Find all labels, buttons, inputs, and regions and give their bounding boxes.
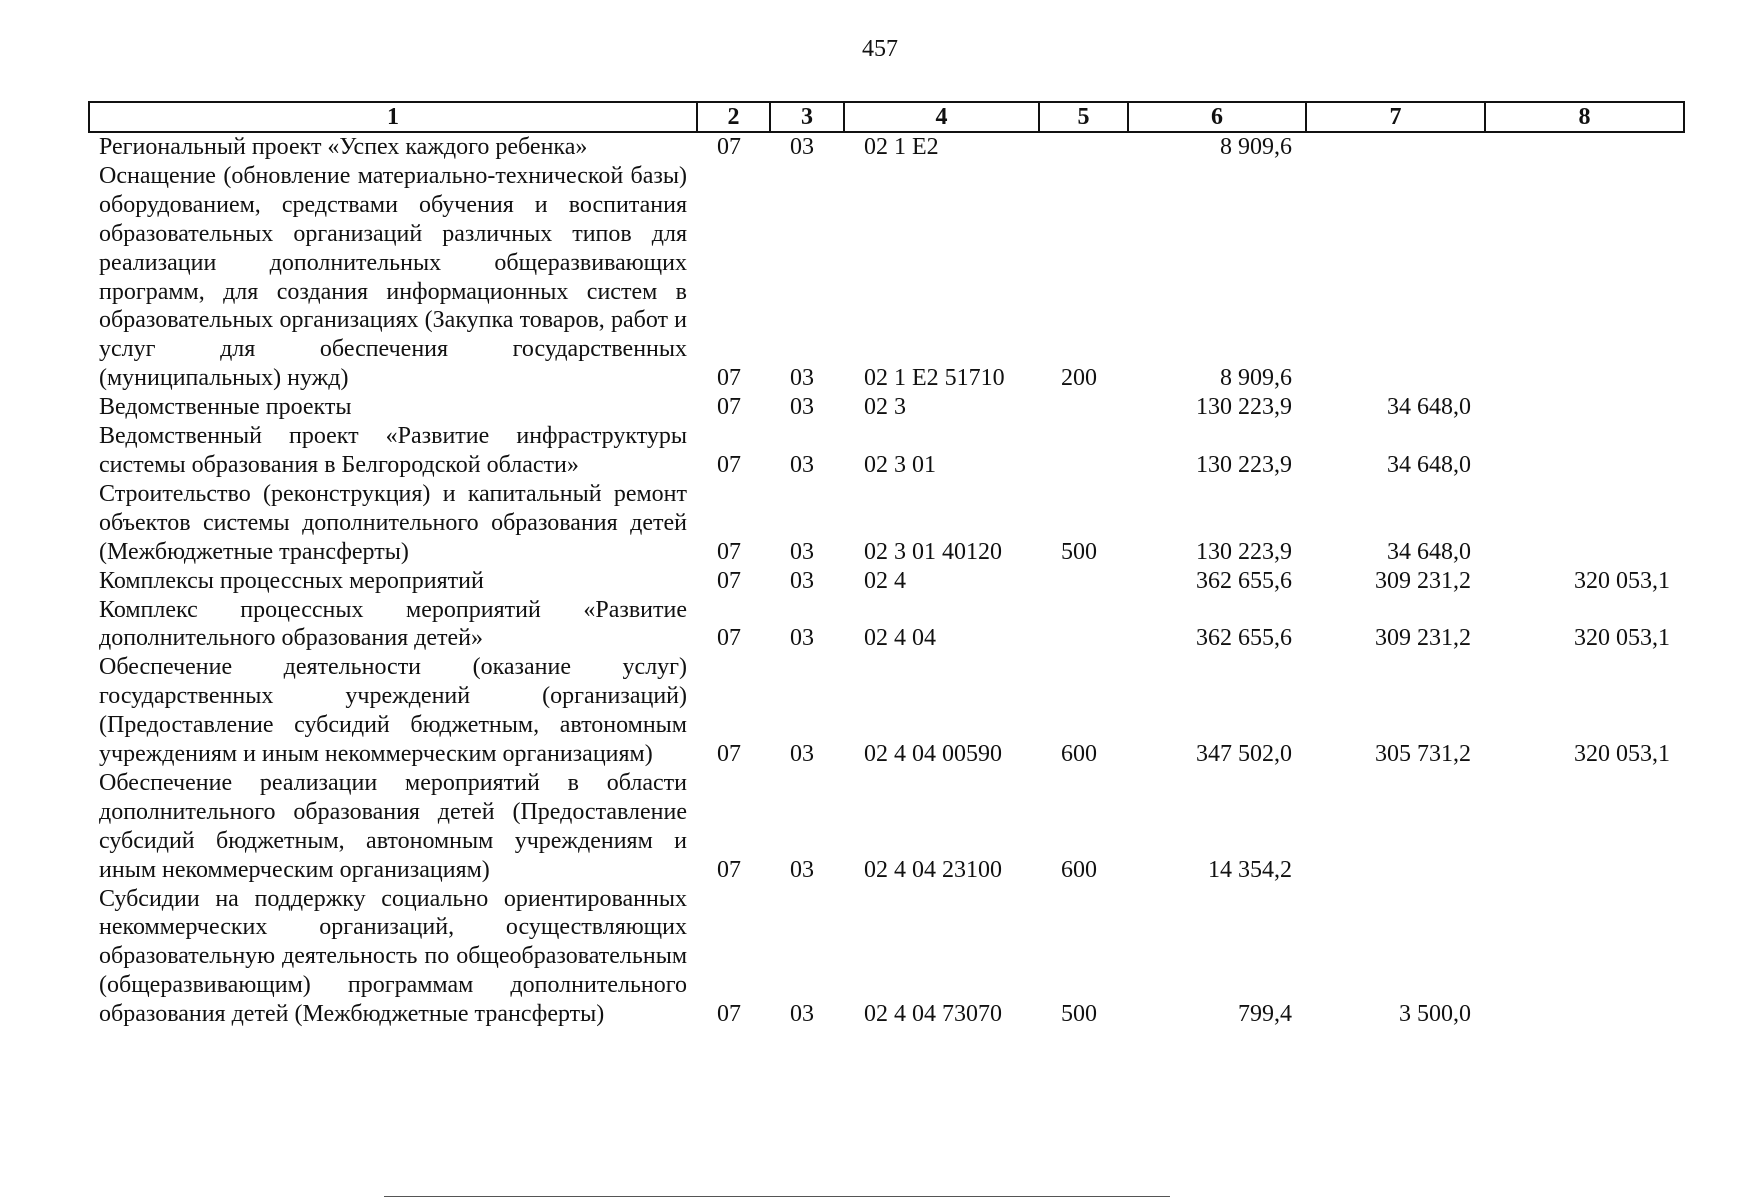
column-header-8: 8 — [1485, 102, 1684, 132]
table-body — [89, 132, 1684, 1029]
row-amount-col8 — [1485, 162, 1684, 393]
row-expense-type — [1039, 132, 1128, 162]
row-target-code: 02 4 04 73070 — [864, 1001, 1002, 1028]
row-target-code: 02 4 04 23100 — [864, 856, 1002, 883]
row-section: 07 — [717, 365, 741, 392]
row-target-code: 02 4 — [864, 567, 906, 594]
row-amount-col6: 8 909,6 — [1220, 134, 1292, 160]
row-expense-type — [1039, 393, 1128, 422]
row-description: Строительство (реконструкция) и капитальный ремонт объектов системы дополнительного образования детей (Межбюджетные трансферты) — [99, 480, 687, 565]
table-row — [89, 769, 1684, 885]
table-row — [89, 567, 1684, 596]
row-section: 07 — [717, 625, 741, 652]
row-amount-col7: 309 231,2 — [1375, 625, 1471, 652]
row-amount-col8 — [1485, 480, 1684, 567]
row-description: Региональный проект «Успех каждого ребенка» — [99, 134, 588, 160]
row-expense-type: 200 — [1061, 365, 1097, 392]
row-amount-col6: 130 223,9 — [1196, 451, 1292, 478]
row-section: 07 — [717, 134, 741, 160]
column-header-7: 7 — [1306, 102, 1485, 132]
row-expense-type: 500 — [1061, 538, 1097, 565]
row-subsection: 03 — [790, 134, 814, 160]
column-header-4: 4 — [844, 102, 1039, 132]
row-amount-col8 — [1485, 885, 1684, 1030]
row-description: Комплекс процессных мероприятий «Развитие дополнительного образования детей» — [99, 596, 687, 652]
row-section: 07 — [717, 856, 741, 883]
row-section: 07 — [717, 538, 741, 565]
row-amount-col7 — [1306, 769, 1485, 885]
row-amount-col6: 8 909,6 — [1220, 365, 1292, 392]
row-amount-col8 — [1485, 769, 1684, 885]
row-amount-col8: 320 053,1 — [1574, 741, 1670, 768]
row-subsection: 03 — [790, 856, 814, 883]
row-subsection: 03 — [790, 741, 814, 768]
row-amount-col8: 320 053,1 — [1574, 567, 1670, 594]
row-amount-col7: 3 500,0 — [1399, 1001, 1471, 1028]
row-target-code: 02 3 01 40120 — [864, 538, 1002, 565]
row-amount-col6: 799,4 — [1238, 1001, 1292, 1028]
row-target-code: 02 3 01 — [864, 451, 936, 478]
row-target-code: 02 3 — [864, 394, 906, 421]
row-amount-col7 — [1306, 132, 1485, 162]
row-amount-col7 — [1306, 162, 1485, 393]
row-description: Комплексы процессных мероприятий — [99, 567, 484, 594]
row-description: Обеспечение деятельности (оказание услуг) государственных учреждений (организаций) (Предоставление субсидий бюджетным, автономным учреждениям и иным некоммерческим организациям) — [99, 654, 687, 768]
footer-divider — [384, 1196, 1170, 1197]
column-header-6: 6 — [1128, 102, 1306, 132]
row-section: 07 — [717, 1001, 741, 1028]
row-section: 07 — [717, 741, 741, 768]
row-amount-col7: 309 231,2 — [1375, 567, 1471, 594]
row-subsection: 03 — [790, 538, 814, 565]
row-expense-type: 600 — [1061, 741, 1097, 768]
row-expense-type: 600 — [1061, 856, 1097, 883]
row-expense-type: 500 — [1061, 1001, 1097, 1028]
row-description: Субсидии на поддержку социально ориентированных некоммерческих организаций, осуществляющих образовательную деятельность по общеобразовательным (общеразвивающим) программам дополнительного образования детей (Межбюджетные трансферты) — [99, 885, 687, 1028]
row-expense-type — [1039, 422, 1128, 480]
row-amount-col8 — [1485, 393, 1684, 422]
row-amount-col6: 347 502,0 — [1196, 741, 1292, 768]
row-amount-col8: 320 053,1 — [1574, 625, 1670, 652]
row-amount-col6: 130 223,9 — [1196, 394, 1292, 421]
row-amount-col6: 362 655,6 — [1196, 567, 1292, 594]
row-subsection: 03 — [790, 365, 814, 392]
row-amount-col6: 362 655,6 — [1196, 625, 1292, 652]
row-subsection: 03 — [790, 567, 814, 594]
row-section: 07 — [717, 394, 741, 421]
table-row — [89, 596, 1684, 654]
row-expense-type — [1039, 596, 1128, 654]
row-description: Ведомственный проект «Развитие инфраструктуры системы образования в Белгородской области» — [99, 423, 687, 478]
row-description: Оснащение (обновление материально-технической базы) оборудованием, средствами обучения и воспитания образовательных организаций различных типов для реализации дополнительных общеразвивающих программ, для создания информационных систем в образовательных организациях (Закупка товаров, работ и услуг для обеспечения государственных (муниципальных) нужд) — [99, 162, 687, 392]
row-description: Ведомственные проекты — [99, 394, 352, 421]
row-amount-col7: 305 731,2 — [1375, 741, 1471, 768]
row-subsection: 03 — [790, 625, 814, 652]
column-header-5: 5 — [1039, 102, 1128, 132]
table-row — [89, 885, 1684, 1030]
table-row — [89, 653, 1684, 769]
column-header-1: 1 — [89, 102, 697, 132]
budget-table — [88, 101, 1685, 1029]
row-subsection: 03 — [790, 394, 814, 421]
column-header-3: 3 — [770, 102, 844, 132]
row-description: Обеспечение реализации мероприятий в области дополнительного образования детей (Предоставление субсидий бюджетным, автономным учреждениям и иным некоммерческим организациям) — [99, 769, 687, 883]
row-target-code: 02 1 E2 — [864, 134, 939, 160]
table-row — [89, 162, 1684, 393]
row-section: 07 — [717, 567, 741, 594]
row-amount-col6: 130 223,9 — [1196, 538, 1292, 565]
row-amount-col7: 34 648,0 — [1387, 394, 1471, 421]
row-target-code: 02 1 E2 51710 — [864, 365, 1005, 392]
table-row — [89, 480, 1684, 567]
row-subsection: 03 — [790, 451, 814, 478]
row-amount-col6: 14 354,2 — [1208, 856, 1292, 883]
row-expense-type — [1039, 567, 1128, 596]
page-number: 457 — [862, 36, 898, 62]
table-row — [89, 132, 1684, 162]
table-row — [89, 422, 1684, 480]
column-header-2: 2 — [697, 102, 770, 132]
row-target-code: 02 4 04 00590 — [864, 741, 1002, 768]
row-amount-col7: 34 648,0 — [1387, 538, 1471, 565]
row-amount-col8 — [1485, 132, 1684, 162]
row-amount-col8 — [1485, 422, 1684, 480]
row-section: 07 — [717, 451, 741, 478]
table-header-row — [89, 102, 1684, 132]
row-amount-col7: 34 648,0 — [1387, 451, 1471, 478]
row-subsection: 03 — [790, 1001, 814, 1028]
row-target-code: 02 4 04 — [864, 625, 936, 652]
table-row — [89, 393, 1684, 422]
